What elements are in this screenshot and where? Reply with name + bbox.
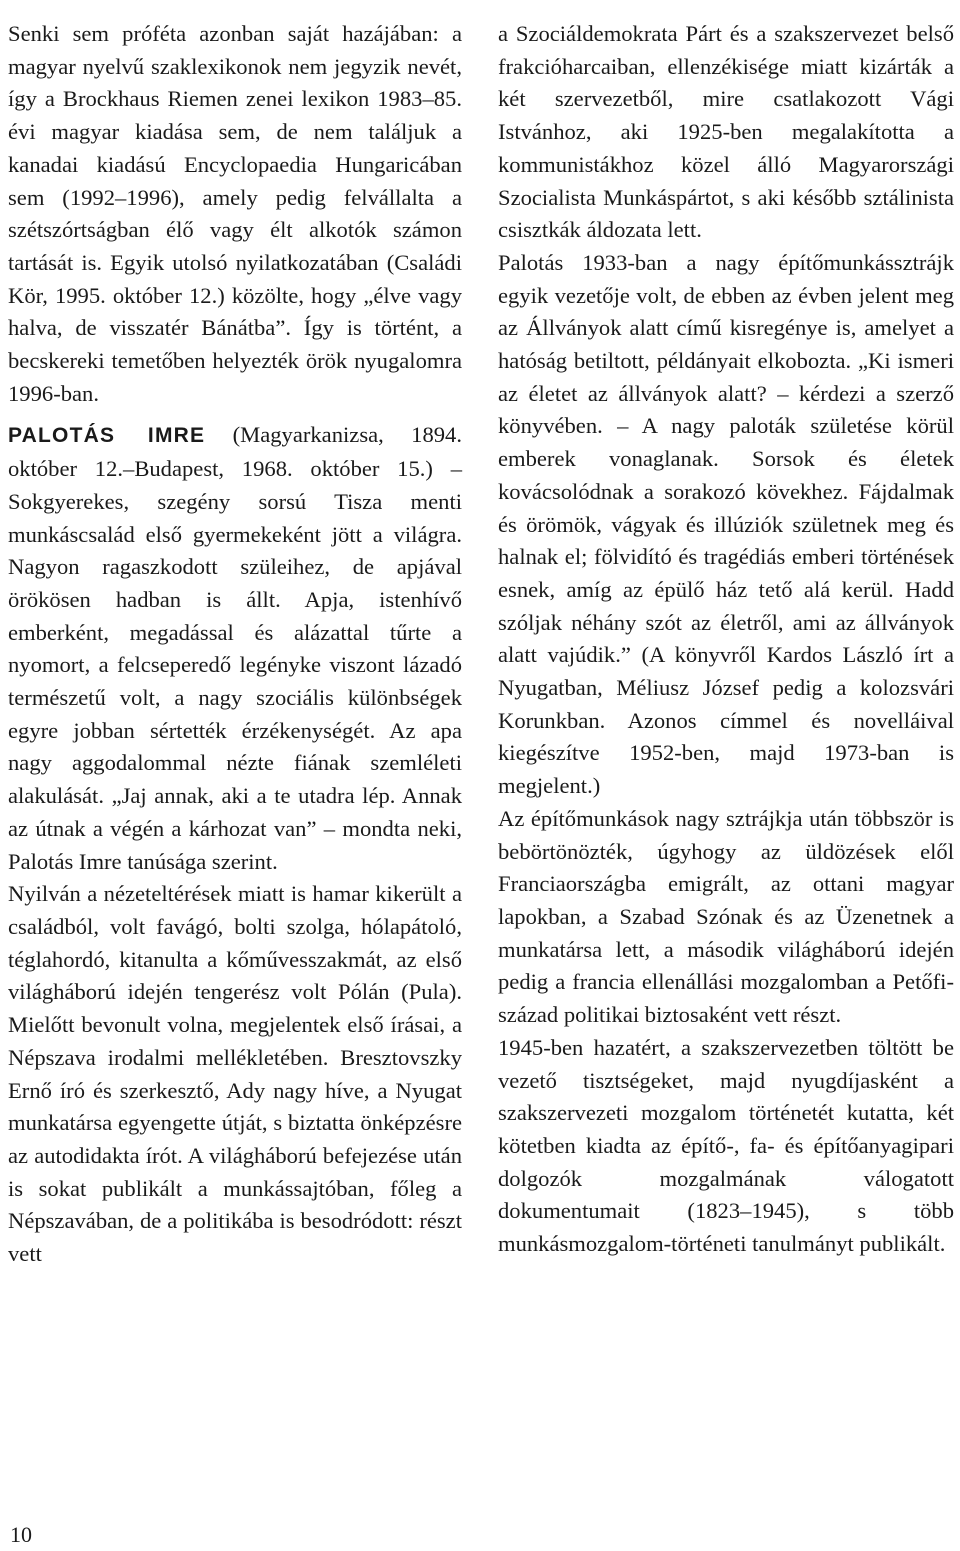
paragraph: a Szociáldemokrata Párt és a szakszervezet belső frakcióharcaiban, ellenzékisége miatt kizárták a két szervezetből, mire csatlakozott Vági Istvánhoz, aki 1925-ben megalakította a kommunistákhoz közel álló Magyarországi Szocialista Munkáspártot, s aki később sztálinista csisztkák áldozata lett. — [498, 21, 954, 243]
paragraph: Nyilván a nézeteltérések miatt is hamar kikerült a családból, volt favágó, bolti szolga, hólapátoló, téglahordó, kitanulta a kőművesszakmát, az első világháború idején tengerész volt Pólán (Pula). Mielőtt bevonult volna, megjelentek első írásai, a Népszava irodalmi mellékletében. Bresztovszky Ernő író és szerkesztő, Ady nagy híve, a Nyugat munkatársa egyengette útját, s biztatta önképzésre az autodidakta írót. A világháború befejezése után is sokat publikált a munkássajtóban, főleg a Népszavában, de a politikába is besodródott: részt vett — [8, 881, 462, 1267]
lexicon-entry — [8, 419, 462, 878]
paragraph: 1945-ben hazatért, a szakszervezetben töltött be vezető tisztségeket, majd nyugdíjasként a szakszervezeti mozgalom történetét kutatta, két kötetben kiadta az építő-, fa- és építőanyagipari dolgozók mozgalmának válogatott dokumentumait (1823–1945), s több munkásmozgalom-történeti tanulmányt publikált. — [498, 1034, 954, 1257]
entry-text: (Magyarkanizsa, 1894. október 12.–Budapest, 1968. október 15.) – Sokgyerekes, szegény sorsú Tisza menti munkáscsalád első gyermekeként jött a világra. Nagyon ragaszkodott szüleihez, de apjával örökösen hadban is állt. Apja, istenhívő emberként, megadással és alázattal tűrte a nyomort, a felcseperedő legényke viszont lázadó természetű volt, a nagy szociális különbségek egyre jobban sértették érzékenységét. Az apa nagy aggodalommal nézte fiának szemléleti alakulását. „Jaj annak, aki a te utadra lép. Annak az útnak a végén a kárhozat van” – mondta neki, Palotás Imre tanúsága szerint. — [8, 422, 462, 874]
page-number: 10 — [10, 1522, 32, 1547]
right-column — [498, 18, 954, 1261]
paragraph: Senki sem próféta azonban saját hazájában: a magyar nyelvű szaklexikonok nem jegyzik nevét, így a Brockhaus Riemen zenei lexikon 1983–85. évi magyar kiadása sem, de nem találjuk a kanadai kiadású Encyclopaedia Hungaricában sem (1992–1996), amely pedig felvállalta a szétszórtságban élő vagy élt alkotók számon tartását is. Egyik utolsó nyilatkozatában (Családi Kör, 1995. október 12.) közölte, hogy „élve vagy halva, de visszatér Bánátba”. Így is történt, a becskereki temetőben helyezték örök nyugalomra 1996-ban. — [8, 21, 462, 406]
entry-name: PALOTÁS IMRE — [8, 424, 206, 448]
left-column — [8, 18, 462, 1271]
paragraph: Az építőmunkások nagy sztrájkja után többször is bebörtönözték, úgyhogy az üldözések elől Franciaországba emigrált, az ottani magyar lapokban, a Szabad Szónak és az Üzenetnek a munkatársa lett, a második világháború idején pedig a francia ellenállási mozgalomban a Petőfi-század politikai biztosaként vett részt. — [498, 805, 954, 1028]
paragraph: Palotás 1933-ban a nagy építőmunkássztrájk egyik vezetője volt, de ebben az évben jelent meg az Állványok alatt című kisregénye is, amelyet a hatóság betiltott, példányait elkobozta. „Ki ismeri az életet az állványok alatt? – kérdezi a szerző könyvében. – A nagy paloták születése körül emberek vonaglanak. Sorsok és életek kovácsolódnak a sorakozó kövekhez. Fájdalmak és örömök, vágyak és illúziók születnek meg és halnak el; fölvidító és tragédiás emberi történések esnek, amíg az épülő ház tető alá kerül. Hadd szóljak néhány szót az életről, ami az állványok alatt vajúdik.” (A könyvről Kardos László írt a Nyugatban, Méliusz József pedig a kolozsvári Korunkban. Azonos címmel és novelláival kiegészítve 1952-ben, majd 1973-ban is megjelent.) — [498, 249, 954, 799]
